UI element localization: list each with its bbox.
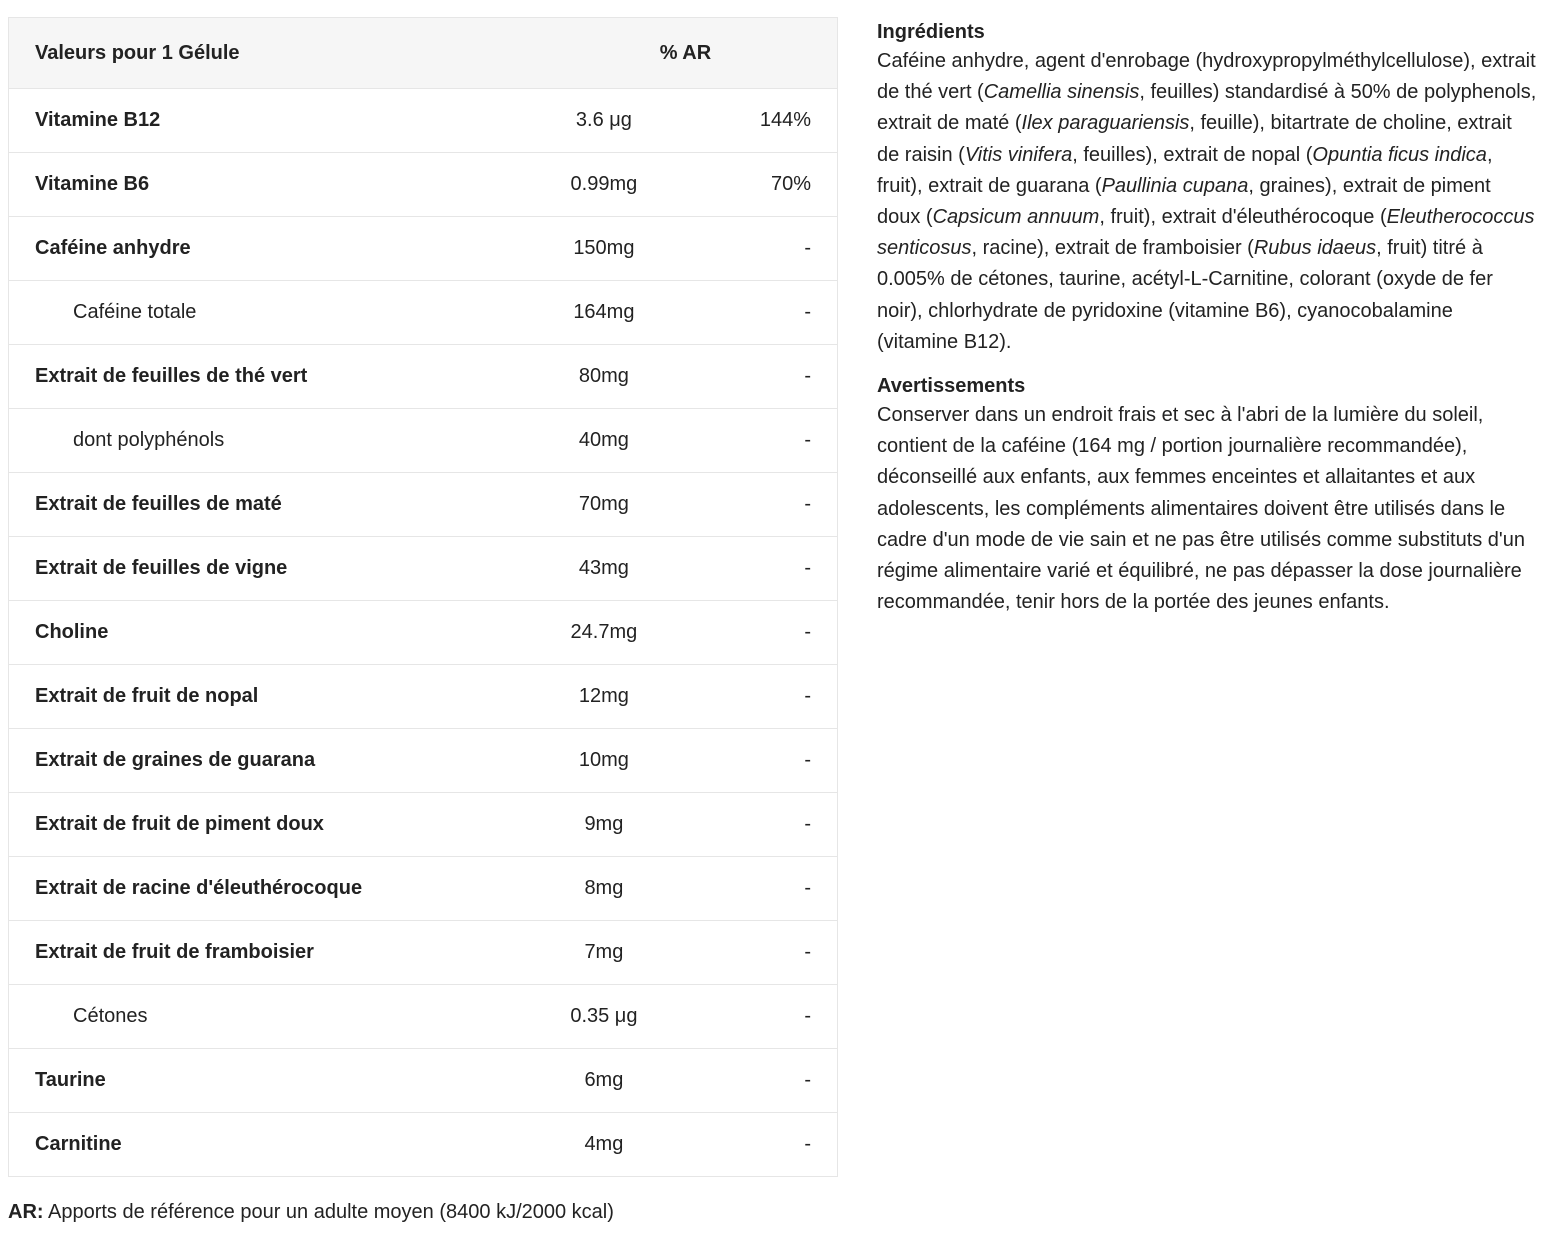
nutrition-table: [8, 17, 838, 1177]
table-row: [9, 217, 838, 281]
table-row: [9, 729, 838, 793]
row-name: Cétones: [9, 985, 549, 1049]
ingredient-text-segment: , feuilles), extrait de nopal (: [1072, 143, 1313, 166]
row-ar: -: [660, 793, 838, 857]
row-quantity: 4mg: [548, 1113, 660, 1177]
table-row: [9, 281, 838, 345]
table-row: [9, 921, 838, 985]
row-ar: -: [660, 281, 838, 345]
row-ar: -: [660, 345, 838, 409]
table-header-row: [9, 18, 838, 89]
footnote-text: Apports de référence pour un adulte moyen (8400 kJ/2000 kcal): [43, 1201, 614, 1223]
ingredient-text-segment: , fruit) titré à 0.005% de cétones, taurine, acétyl-L-Carnitine, colorant (oxyde de fer noir), chlorhydrate de pyridoxine (vitamine B6), cyanocobalamine (vitamine B12).: [877, 237, 1493, 353]
row-name: Extrait de feuilles de vigne: [9, 537, 549, 601]
row-ar: -: [660, 1049, 838, 1113]
table-row: [9, 89, 838, 153]
table-row: [9, 345, 838, 409]
table-row: [9, 793, 838, 857]
table-row: [9, 601, 838, 665]
row-ar: -: [660, 537, 838, 601]
ingredients-title: Ingrédients: [877, 21, 985, 43]
row-name: Extrait de feuilles de thé vert: [9, 345, 549, 409]
row-quantity: 164mg: [548, 281, 660, 345]
ingredient-text-segment: , racine), extrait de framboisier (: [971, 237, 1254, 260]
row-quantity: 10mg: [548, 729, 660, 793]
ingredient-latin-name: Eleutherococcus senticosus: [877, 206, 1535, 260]
info-section: [877, 18, 1537, 632]
ingredient-text-segment: , graines), extrait de piment doux (: [877, 174, 1491, 229]
row-name: Extrait de fruit de nopal: [9, 665, 549, 729]
row-quantity: 150mg: [548, 217, 660, 281]
row-name: Vitamine B12: [9, 89, 549, 153]
row-ar: 70%: [660, 153, 838, 217]
row-ar: -: [660, 665, 838, 729]
ingredient-latin-name: Ilex paraguariensis: [1021, 112, 1190, 135]
row-quantity: 0.35 μg: [548, 985, 660, 1049]
row-ar: -: [660, 409, 838, 473]
row-ar: -: [660, 857, 838, 921]
column-header-name: Valeurs pour 1 Gélule: [9, 18, 549, 89]
row-ar: 144%: [660, 89, 838, 153]
row-quantity: 70mg: [548, 473, 660, 537]
row-quantity: 6mg: [548, 1049, 660, 1113]
warnings-text: Conserver dans un endroit frais et sec à l'abri de la lumière du soleil, contient de la caféine (164 mg / portion journalière recommandée), déconseillé aux enfants, aux femmes enceintes et allaitantes et aux adolescents, les compléments alimentaires doivent être utilisés dans le cadre d'un mode de vie sain et ne pas être utilisés comme substituts d'un régime alimentaire varié et équilibré, ne pas dépasser la dose journalière recommandée, tenir hors de la portée des jeunes enfants.: [877, 404, 1525, 614]
row-quantity: 8mg: [548, 857, 660, 921]
table-body: [9, 89, 838, 1177]
footnote-label: AR:: [8, 1201, 44, 1223]
ingredient-latin-name: Opuntia ficus indica: [1312, 143, 1487, 166]
ingredient-latin-name: Vitis vinifera: [964, 143, 1073, 166]
table-row: [9, 537, 838, 601]
ingredient-text-segment: , fruit), extrait d'éleuthérocoque (: [1099, 206, 1387, 229]
table-row: [9, 473, 838, 537]
ingredient-text-segment: , fruit), extrait de guarana (: [877, 143, 1493, 197]
row-ar: -: [660, 921, 838, 985]
ingredient-text-segment: , feuilles) standardisé à 50% de polyphenols, extrait de maté (: [877, 81, 1537, 135]
row-name: Extrait de graines de guarana: [9, 729, 549, 793]
row-ar: -: [660, 1113, 838, 1177]
table-row: [9, 665, 838, 729]
ingredient-text-segment: , feuille), bitartrate de choline, extrait de raisin (: [877, 112, 1512, 166]
table-row: [9, 985, 838, 1049]
row-name: Taurine: [9, 1049, 549, 1113]
row-quantity: 3.6 μg: [548, 89, 660, 153]
row-ar: -: [660, 729, 838, 793]
row-name: Extrait de fruit de piment doux: [9, 793, 549, 857]
row-name: Caféine totale: [9, 281, 549, 345]
column-header-ar: % AR: [660, 18, 838, 89]
row-ar: -: [660, 473, 838, 537]
table-row: [9, 153, 838, 217]
ingredient-latin-name: Capsicum annuum: [932, 206, 1100, 229]
row-name: Carnitine: [9, 1113, 549, 1177]
row-name: Caféine anhydre: [9, 217, 549, 281]
table-row: [9, 1049, 838, 1113]
ingredients-text: [877, 46, 1537, 358]
row-quantity: 9mg: [548, 793, 660, 857]
row-name: Choline: [9, 601, 549, 665]
row-quantity: 0.99mg: [548, 153, 660, 217]
footnote: [8, 1199, 838, 1225]
table-row: [9, 1113, 838, 1177]
row-quantity: 80mg: [548, 345, 660, 409]
row-ar: -: [660, 217, 838, 281]
nutrition-section: [8, 17, 838, 1225]
row-name: Extrait de fruit de framboisier: [9, 921, 549, 985]
row-name: dont polyphénols: [9, 409, 549, 473]
row-name: Vitamine B6: [9, 153, 549, 217]
ingredient-latin-name: Rubus idaeus: [1253, 237, 1377, 260]
row-quantity: 7mg: [548, 921, 660, 985]
table-row: [9, 857, 838, 921]
warnings-title: Avertissements: [877, 375, 1026, 398]
ingredient-latin-name: Paullinia cupana: [1101, 174, 1249, 197]
table-row: [9, 409, 838, 473]
row-name: Extrait de racine d'éleuthérocoque: [9, 857, 549, 921]
ingredient-text-segment: Caféine anhydre, agent d'enrobage (hydroxypropylméthylcellulose), extrait de thé vert (: [877, 50, 1536, 104]
row-quantity: 24.7mg: [548, 601, 660, 665]
row-quantity: 40mg: [548, 409, 660, 473]
ingredient-latin-name: Camellia sinensis: [983, 81, 1140, 104]
row-ar: -: [660, 601, 838, 665]
row-quantity: 12mg: [548, 665, 660, 729]
row-name: Extrait de feuilles de maté: [9, 473, 549, 537]
row-quantity: 43mg: [548, 537, 660, 601]
row-ar: -: [660, 985, 838, 1049]
column-header-quantity: [548, 18, 660, 89]
